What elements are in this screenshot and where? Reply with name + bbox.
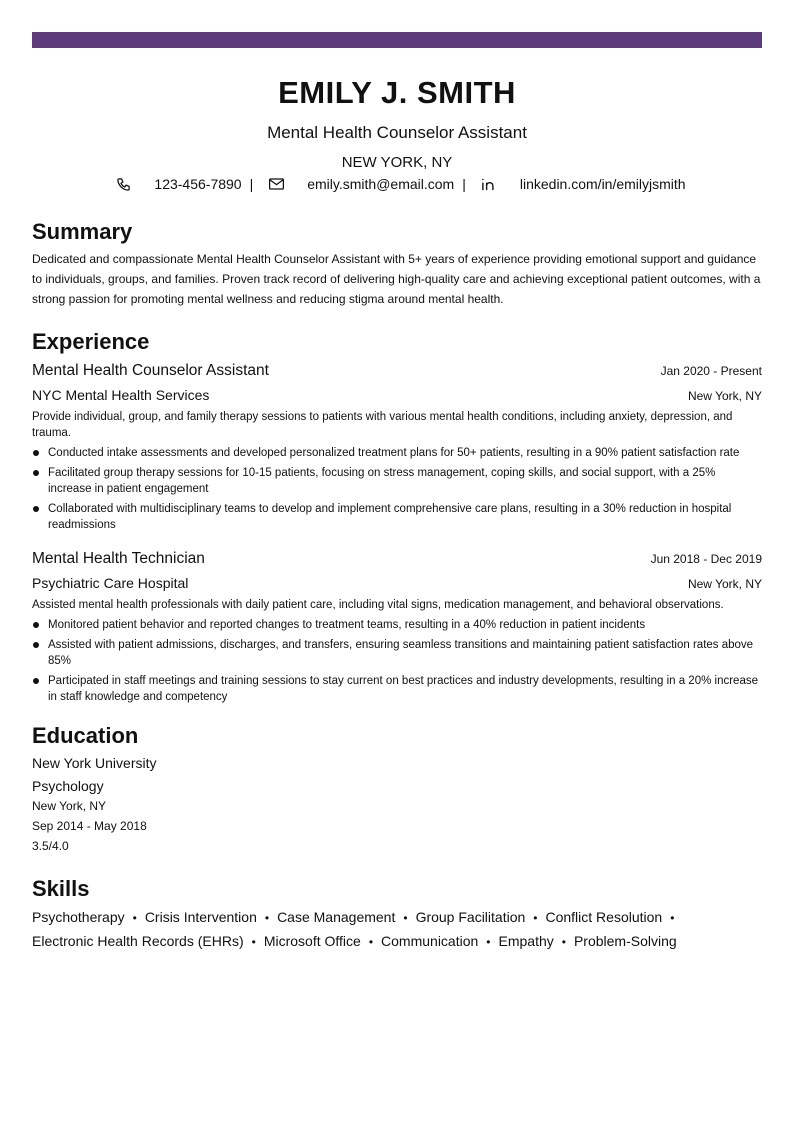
skill-item: Electronic Health Records (EHRs) [32, 933, 244, 949]
bullet-text: Monitored patient behavior and reported changes to treatment teams, resulting in a 40% reduction in patient incidents [48, 619, 646, 631]
skill-item: Problem-Solving [573, 933, 677, 949]
bullet-text: Conducted intake assessments and developed personalized treatment plans for 50+ patients, resulting in a 90% patient satisfaction rate [48, 447, 740, 459]
skills-section [32, 876, 762, 954]
skill-separator: • [403, 911, 408, 925]
list-item [32, 445, 762, 461]
list-item [32, 617, 762, 633]
contact-line [32, 175, 762, 193]
education-school: New York University [32, 755, 157, 771]
candidate-title: Mental Health Counselor Assistant [267, 123, 527, 142]
skill-separator: • [561, 935, 566, 949]
phone-number[interactable]: 123-456-7890 [154, 176, 242, 192]
skill-separator: • [251, 935, 256, 949]
skill-item: Communication [381, 933, 479, 949]
skill-separator: • [670, 911, 675, 925]
education-location: New York, NY [32, 799, 107, 813]
bullet-icon [33, 450, 39, 456]
bullet-icon [33, 622, 39, 628]
job-title: Mental Health Technician [32, 550, 205, 567]
bullet-icon [33, 470, 39, 476]
summary-text: Dedicated and compassionate Mental Health Counselor Assistant with 5+ years of experience providing emotional support and guidance to individuals, groups, and families. Proven track record of delivering high-quality care and achieving exceptional patient outcomes, with a strong passion for promoting mental wellness and reducing stigma around mental health. [32, 252, 761, 306]
skill-item: Conflict Resolution [545, 909, 663, 925]
summary-heading: Summary [32, 219, 133, 244]
phone-icon [114, 175, 132, 193]
list-item [32, 673, 762, 705]
skills-heading: Skills [32, 876, 90, 901]
bullet-icon [33, 506, 39, 512]
skill-item: Psychotherapy [32, 909, 125, 925]
education-heading: Education [32, 723, 139, 748]
skill-item: Empathy [498, 933, 554, 949]
skill-item: Microsoft Office [263, 933, 361, 949]
job-location: New York, NY [687, 389, 762, 403]
skill-item: Group Facilitation [415, 909, 526, 925]
bullet-text: Facilitated group therapy sessions for 10-15 patients, focusing on stress management, coping skills, and social support, with a 25% increase in patient engagement [48, 467, 716, 495]
education-section [32, 723, 762, 856]
contact-separator: | [462, 176, 466, 192]
candidate-name: EMILY J. SMITH [278, 75, 516, 110]
education-dates: Sep 2014 - May 2018 [32, 819, 147, 833]
job-location: New York, NY [687, 577, 762, 591]
resume-page [32, 72, 762, 954]
linkedin-url[interactable]: linkedin.com/in/emilyjsmith [519, 176, 686, 192]
skill-separator: • [533, 911, 538, 925]
job-bullets [32, 445, 762, 533]
experience-heading: Experience [32, 329, 150, 354]
skill-separator: • [368, 935, 374, 949]
job-company: Psychiatric Care Hospital [32, 575, 189, 591]
job-bullets [32, 617, 762, 705]
education-gpa: 3.5/4.0 [32, 839, 69, 853]
email-icon [267, 175, 285, 193]
job-dates: Jan 2020 - Present [660, 364, 762, 378]
experience-section [32, 329, 762, 705]
candidate-location: NEW YORK, NY [341, 154, 453, 171]
list-item [32, 501, 762, 533]
accent-bar [32, 32, 762, 48]
skill-separator: • [264, 911, 270, 925]
job-entry [32, 549, 762, 705]
skill-separator: • [486, 935, 491, 949]
summary-section [32, 219, 762, 309]
bullet-text: Participated in staff meetings and training sessions to stay current on best practices and industry developments, resulting in a 20% increase in staff knowledge and competency [48, 675, 758, 703]
skill-item: Case Management [277, 909, 396, 925]
email-address[interactable]: emily.smith@email.com [307, 176, 455, 192]
job-description: Assisted mental health professionals with daily patient care, including vital signs, medication management, and behavioral observations. [32, 599, 724, 611]
job-description: Provide individual, group, and family therapy sessions to patients with various mental health conditions, including anxiety, depression, and trauma. [32, 411, 733, 439]
bullet-icon [33, 678, 39, 684]
job-dates: Jun 2018 - Dec 2019 [650, 552, 762, 566]
bullet-icon [33, 642, 39, 648]
job-title: Mental Health Counselor Assistant [32, 362, 269, 379]
bullet-text: Assisted with patient admissions, discharges, and transfers, ensuring seamless transitions and maintaining patient satisfaction rates above 85% [48, 639, 754, 667]
skill-separator: • [132, 911, 137, 925]
job-entry [32, 361, 762, 533]
list-item [32, 465, 762, 497]
resume-header [32, 72, 762, 193]
skills-list [32, 906, 762, 954]
contact-separator: | [249, 176, 254, 192]
education-field: Psychology [32, 778, 104, 794]
job-company: NYC Mental Health Services [32, 387, 210, 403]
linkedin-icon [480, 175, 498, 193]
list-item [32, 637, 762, 669]
bullet-text: Collaborated with multidisciplinary teams to develop and implement comprehensive care plans, resulting in a 30% reduction in hospital readmissions [48, 503, 732, 531]
skill-item: Crisis Intervention [144, 909, 257, 925]
